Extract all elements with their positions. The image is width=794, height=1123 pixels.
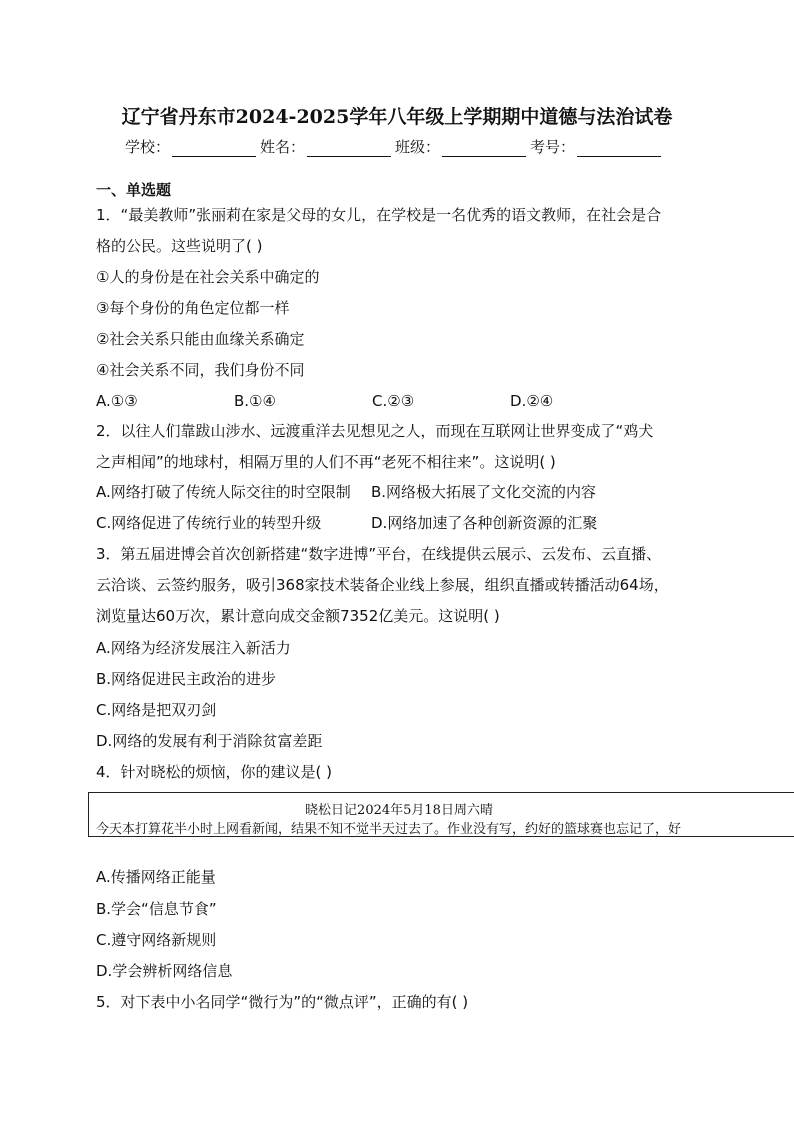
q3-stem-line3: 浏览量达60万次，累计意向成交金额7352亿美元。这说明( ) <box>96 607 500 625</box>
q1-options <box>96 391 590 411</box>
q3-option-a[interactable]: A.网络为经济发展注入新活力 <box>96 639 291 657</box>
q1-statement-3: ③每个身份的角色定位都一样 <box>96 299 290 317</box>
number-label: 考号： <box>530 138 576 156</box>
class-blank <box>442 141 526 157</box>
q2-option-c[interactable]: C.网络促进了传统行业的转型升级 <box>96 514 322 532</box>
q3-option-d[interactable]: D.网络的发展有利于消除贫富差距 <box>96 732 323 750</box>
q3-option-c[interactable]: C.网络是把双刃剑 <box>96 701 217 719</box>
q3-option-b[interactable]: B.网络促进民主政治的进步 <box>96 670 277 688</box>
q3-stem-line2: 云洽谈、云签约服务，吸引368家技术装备企业线上参展，组织直播或转播活动64场， <box>96 576 669 594</box>
q1-option-b[interactable]: B.①④ <box>234 392 276 410</box>
school-blank <box>172 141 256 157</box>
student-info-row <box>125 136 665 157</box>
section-heading: 一、单选题 <box>96 181 172 199</box>
class-label: 班级： <box>395 138 441 156</box>
q5-stem: 5．对下表中小名同学“微行为”的“微点评”，正确的有( ) <box>96 993 469 1011</box>
q1-option-c[interactable]: C.②③ <box>372 392 415 410</box>
diary-title: 晓松日记2024年5月18日周六晴 <box>305 803 493 818</box>
diary-text: 今天本打算花半小时上网看新闻，结果不知不觉半天过去了。作业没有写，约好的篮球赛也忘记了，好 <box>96 822 682 837</box>
q1-statement-2: ②社会关系只能由血缘关系确定 <box>96 330 305 348</box>
q2-stem-line2: 之声相闻”的地球村，相隔万里的人们不再“老死不相往来”。这说明( ) <box>96 453 556 471</box>
name-label: 姓名： <box>260 138 306 156</box>
q4-stem: 4．针对晓松的烦恼，你的建议是( ) <box>96 763 333 781</box>
q2-option-b[interactable]: B.网络极大拓展了文化交流的内容 <box>371 483 597 501</box>
exam-title: 辽宁省丹东市2024-2025学年八年级上学期期中道德与法治试卷 <box>121 106 673 128</box>
school-label: 学校： <box>125 138 171 156</box>
q1-stem-line1: 1．“最美教师”张丽莉在家是父母的女儿，在学校是一名优秀的语文教师，在社会是合 <box>96 206 662 224</box>
q4-option-b[interactable]: B.学会“信息节食” <box>96 900 217 918</box>
q4-option-d[interactable]: D.学会辨析网络信息 <box>96 962 233 980</box>
q2-option-a[interactable]: A.网络打破了传统人际交往的时空限制 <box>96 483 351 501</box>
q4-option-c[interactable]: C.遵守网络新规则 <box>96 931 217 949</box>
q2-options-row2 <box>96 513 597 533</box>
q1-statement-1: ①人的身份是在社会关系中确定的 <box>96 268 320 286</box>
q2-stem-line1: 2．以往人们靠跋山涉水、远渡重洋去见想见之人，而现在互联网让世界变成了“鸡犬 <box>96 422 654 440</box>
q4-option-a[interactable]: A.传播网络正能量 <box>96 868 216 886</box>
number-blank <box>577 141 661 157</box>
q1-option-a[interactable]: A.①③ <box>96 392 138 410</box>
q2-option-d[interactable]: D.网络加速了各种创新资源的汇聚 <box>371 514 598 532</box>
name-blank <box>307 141 391 157</box>
q1-option-d[interactable]: D.②④ <box>510 392 554 410</box>
q3-stem-line1: 3．第五届进博会首次创新搭建“数字进博”平台，在线提供云展示、云发布、云直播、 <box>96 545 662 563</box>
q2-options-row1 <box>96 482 596 502</box>
q1-statement-4: ④社会关系不同，我们身份不同 <box>96 361 305 379</box>
diary-box <box>88 792 794 837</box>
q1-stem-line2: 格的公民。这些说明了( ) <box>96 237 263 255</box>
